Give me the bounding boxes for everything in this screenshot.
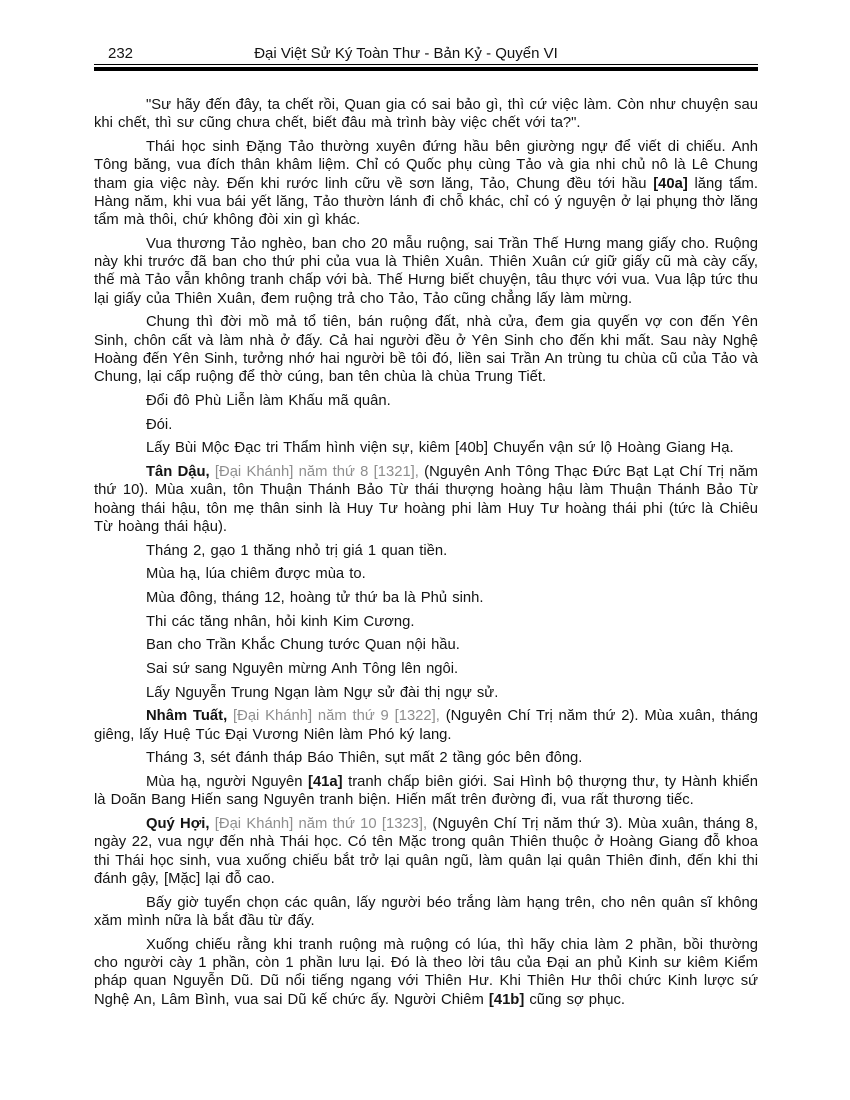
folio-reference: [40a] xyxy=(653,175,688,192)
body-text: Sai sứ sang Nguyên mừng Anh Tông lên ngôi. xyxy=(146,661,459,678)
era-name-text: [Đại Khánh] năm thứ 10 [1323], xyxy=(214,816,433,833)
body-text: "Sư hãy đến đây, ta chết rồi, Quan gia có sai bảo gì, thì cứ việc làm. Còn như chuyện sau khi chết, thì sư cũng chưa chết, biết đâu mà trình bày việc chết với ta?". xyxy=(94,97,758,132)
body-text: Mùa hạ, người Nguyên xyxy=(146,774,309,791)
paragraph xyxy=(94,542,758,560)
body-text: Xuống chiếu rằng khi tranh ruộng mà ruộng có lúa, thì hãy chia làm 2 phần, bồi thường cho người cày 1 phần, còn 1 phần lưu lại. Đó là theo lời tâu của Đại an phủ Kinh sư kiêm Kiểm pháp quan Nguyễn Dũ. Dũ nổi tiếng ngang với Thiên Hư. Khi Thiên Hư thôi chức Kinh lược sứ Nghệ An, Lâm Bình, vua sai Dũ kế chức ấy. Người Chiêm xyxy=(94,936,758,1008)
era-name-text: [Đại Khánh] năm thứ 8 [1321], xyxy=(214,464,425,481)
paragraph xyxy=(94,815,758,888)
paragraph xyxy=(94,138,758,229)
body-text: cũng sợ phục. xyxy=(524,991,625,1008)
paragraph xyxy=(94,565,758,583)
paragraph xyxy=(94,96,758,133)
page-number: 232 xyxy=(108,45,134,62)
body-text: Mùa hạ, lúa chiêm được mùa to. xyxy=(146,566,366,583)
paragraph xyxy=(94,589,758,607)
paragraph xyxy=(94,684,758,702)
body-text: lăng tẩm. Hàng năm, khi vua bái yết lăng, Tảo thườn lánh đi chỗ khác, chỉ có ý nguyện ở lại phụng thờ lăng tẩm mà thôi, chứ không đòi xin gì khác. xyxy=(94,175,758,229)
body-text: Vua thương Tảo nghèo, ban cho 20 mẫu ruộng, sai Trần Thế Hưng mang giấy cho. Ruộng này khi trước đã ban cho thứ phi của vua là Thiên Xuân. Thiên Xuân cứ giữ giấy cũ mà cày cấy, thế mà Tảo vẫn không tranh chấp với bà. Thế Hưng biết chuyện, tâu thực với vua. Vua lập tức thu lại giấy của Thiên Xuân, đem ruộng trả cho Tảo, Tảo cũng chẳng lấy làm mừng. xyxy=(94,235,758,307)
paragraph xyxy=(94,392,758,410)
body-text: Thái học sinh Đặng Tảo thường xuyên đứng hầu bên giường ngự để viết di chiếu. Anh Tông băng, vua đích thân khâm liệm. Chỉ có Quốc phụ cùng Tảo và gia nhi chủ nô là Lê Chung tham gia việc này. Đến khi rước linh cữu về sơn lăng, Tảo, Chung đều tới hầu xyxy=(94,138,758,192)
body-text: Thi các tăng nhân, hỏi kinh Kim Cương. xyxy=(146,613,415,630)
year-heading: Quý Hợi, xyxy=(146,816,215,833)
year-heading: Tân Dậu, xyxy=(146,464,215,481)
paragraph xyxy=(94,936,758,1009)
paragraph xyxy=(94,235,758,308)
body-text: Chung thì đời mồ mả tổ tiên, bán ruộng đất, nhà cửa, đem gia quyến vợ con đến Yên Sinh, chôn cất và làm nhà ở đấy. Cả hai người đều ở Yên Sinh cho đến khi mất. Sau này Nghệ Hoàng đến Yên Sinh, tưởng nhớ hai người bề tôi đó, liền sai Trần An trùng tu chùa cũ của Tảo và Chung, lại cấp ruộng để thờ cúng, ban tên chùa là chùa Trung Tiết. xyxy=(94,314,758,386)
paragraph xyxy=(94,660,758,678)
body-text: tranh chấp biên giới. Sai Hình bộ thượng thư, ty Hành khiển là Doãn Bang Hiến sang Nguyên tranh biện. Hiến mất trên đường đi, vua rất thương tiếc. xyxy=(94,774,758,809)
paragraph xyxy=(94,707,758,744)
body-text: (Nguyên Chí Trị năm thứ 2). Mùa xuân, tháng giêng, lấy Huệ Túc Đại Vương Niên làm Phó ký lang. xyxy=(94,708,758,743)
body-text: Bấy giờ tuyển chọn các quân, lấy người béo trắng làm hạng trên, cho nên quân sĩ không xăm mình nữa là bắt đầu từ đấy. xyxy=(94,894,758,929)
body-text: (Nguyên Anh Tông Thạc Đức Bạt Lạt Chí Trị năm thứ 10). Mùa xuân, tôn Thuận Thánh Bảo Từ thái thượng hoàng hậu làm Thuận Thánh Bảo Từ hoàng thái hậu, tôn mẹ thân sinh là Huy Tư hoàng phi làm Huy Tư hoàng thái phi (tức là Chiêu Từ hoàng thái hậu). xyxy=(94,464,759,535)
running-header xyxy=(94,0,758,71)
body-text: Tháng 3, sét đánh tháp Báo Thiên, sụt mất 2 tầng góc bên đông. xyxy=(146,750,583,767)
era-name-text: [Đại Khánh] năm thứ 9 [1322], xyxy=(233,708,446,725)
body-text: (Nguyên Chí Trị năm thứ 3). Mùa xuân, tháng 8, ngày 22, vua ngự đến nhà Thái học. Có tên Mặc trong quân Thiên thuộc ở Hoàng Giang đỗ khoa thi Thái học sinh, vua xuống chiếu bắt trở lại quân ngũ, làm quân lại quân Thiên đinh, đến khi thi đánh gậy, [Mặc] lại đỗ cao. xyxy=(94,816,758,888)
body-text: Đói. xyxy=(146,416,173,433)
document-body xyxy=(94,71,758,1009)
paragraph xyxy=(94,439,758,457)
paragraph xyxy=(94,894,758,931)
body-text: Mùa đông, tháng 12, hoàng tử thứ ba là Phủ sinh. xyxy=(146,590,484,607)
body-text: Đổi đô Phù Liễn làm Khấu mã quân. xyxy=(146,393,391,410)
folio-reference: [41a] xyxy=(308,774,343,791)
paragraph xyxy=(94,416,758,434)
paragraph xyxy=(94,773,758,810)
paragraph xyxy=(94,463,758,536)
paragraph xyxy=(94,636,758,654)
folio-reference: [41b] xyxy=(488,991,525,1008)
header-row xyxy=(94,43,758,65)
paragraph xyxy=(94,613,758,631)
body-text: Lấy Bùi Mộc Đạc tri Thẩm hình viện sự, kiêm [40b] Chuyển vận sứ lộ Hoàng Giang Hạ. xyxy=(146,440,734,457)
page-title: Đại Việt Sử Ký Toàn Thư - Bản Kỷ - Quyển VI xyxy=(254,45,558,62)
paragraph xyxy=(94,749,758,767)
body-text: Lấy Nguyễn Trung Ngạn làm Ngự sử đài thị ngự sử. xyxy=(146,684,499,701)
body-text: Ban cho Trần Khắc Chung tước Quan nội hầu. xyxy=(146,637,460,654)
paragraph xyxy=(94,313,758,386)
year-heading: Nhâm Tuất, xyxy=(146,708,234,725)
body-text: Tháng 2, gạo 1 thăng nhỏ trị giá 1 quan tiền. xyxy=(146,542,448,559)
